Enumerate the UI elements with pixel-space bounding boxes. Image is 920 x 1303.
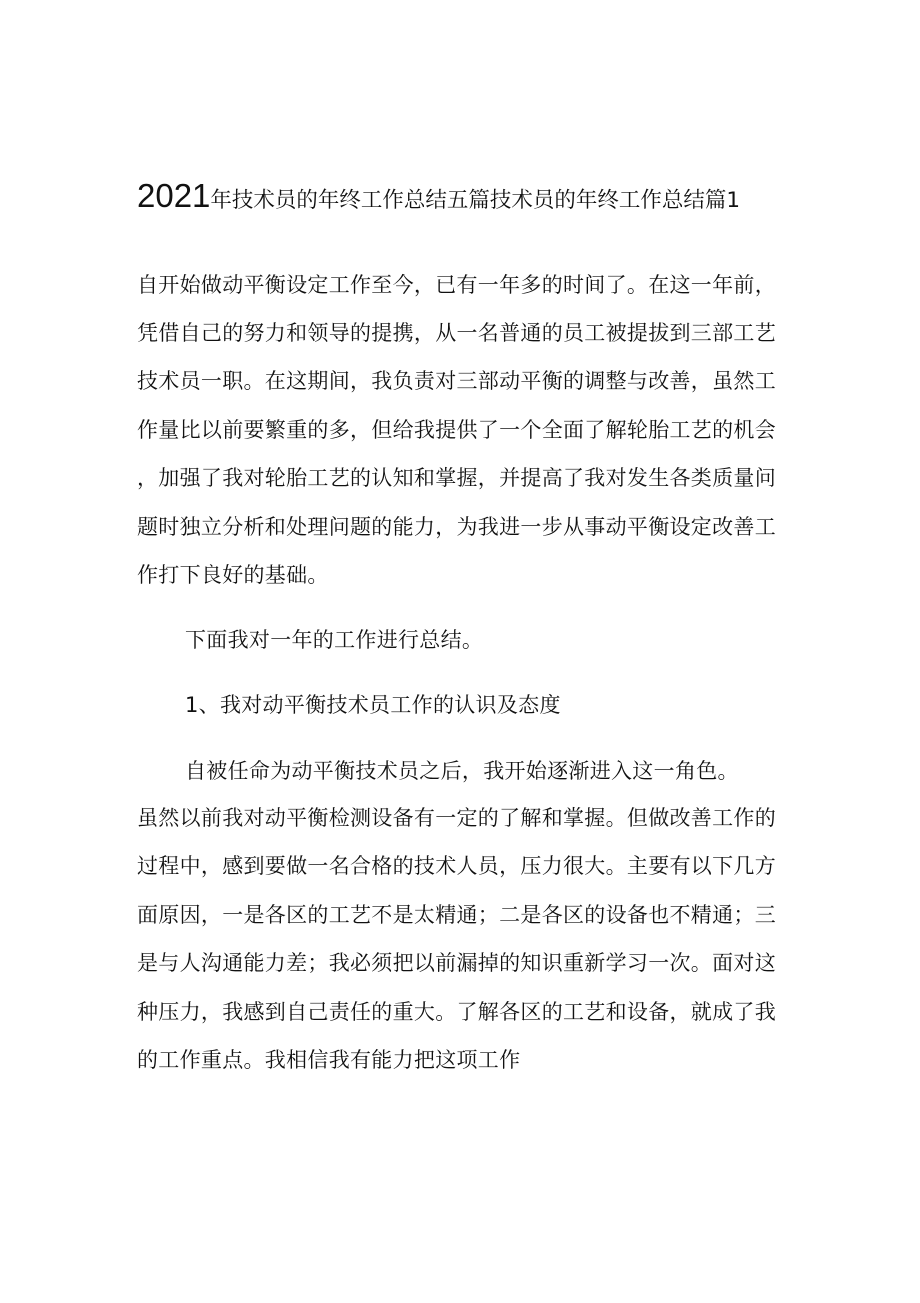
document-title xyxy=(137,176,740,222)
paragraph-line: ，加强了我对轮胎工艺的认知和掌握，并提高了我对发生各类质量问 xyxy=(137,466,776,490)
paragraph-line: 种压力，我感到自己责任的重大。了解各区的工艺和设备，就成了我 xyxy=(137,1000,776,1024)
paragraph-line: 自开始做动平衡设定工作至今，已有一年多的时间了。在这一年前， xyxy=(137,273,776,297)
paragraph-line: 的工作重点。我相信我有能力把这项工作 xyxy=(137,1048,521,1072)
paragraph-line: 过程中，感到要做一名合格的技术人员，压力很大。主要有以下几方 xyxy=(137,854,776,878)
paragraph-line: 面原因，一是各区的工艺不是太精通；二是各区的设备也不精通；三 xyxy=(137,903,776,927)
paragraph-line: 题时独立分析和处理问题的能力，为我进一步从事动平衡设定改善工 xyxy=(137,515,776,539)
title-text: 年技术员的年终工作总结五篇技术员的年终工作总结篇1 xyxy=(210,188,741,213)
section-heading: 1、我对动平衡技术员工作的认识及态度 xyxy=(185,693,561,717)
paragraph-line: 凭借自己的努力和领导的提携，从一名普通的员工被提拔到三部工艺 xyxy=(137,321,776,345)
paragraph-summary-intro: 下面我对一年的工作进行总结。 xyxy=(185,628,484,652)
paragraph-line: 自被任命为动平衡技术员之后，我开始逐渐进入这一角色。 xyxy=(185,759,739,783)
paragraph-line: 作打下良好的基础。 xyxy=(137,563,329,587)
paragraph-line: 作量比以前要繁重的多，但给我提供了一个全面了解轮胎工艺的机会 xyxy=(137,418,776,442)
paragraph-line: 是与人沟通能力差；我必须把以前漏掉的知识重新学习一次。面对这 xyxy=(137,951,776,975)
paragraph-line: 技术员一职。在这期间，我负责对三部动平衡的调整与改善，虽然工 xyxy=(137,369,776,393)
title-year: 2021 xyxy=(137,177,211,214)
paragraph-line: 虽然以前我对动平衡检测设备有一定的了解和掌握。但做改善工作的 xyxy=(137,806,776,830)
